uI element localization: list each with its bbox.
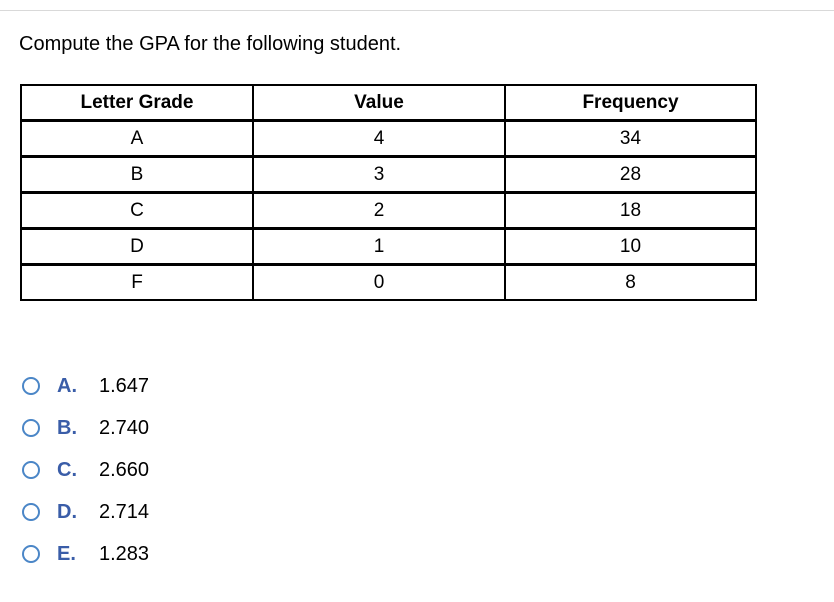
answer-options	[22, 365, 149, 575]
cell-letter-grade: B	[21, 157, 253, 193]
option-a[interactable]	[22, 365, 149, 407]
cell-letter-grade: C	[21, 193, 253, 229]
cell-letter-grade: A	[21, 121, 253, 157]
cell-value: 2	[253, 193, 505, 229]
option-value: 2.660	[99, 458, 150, 481]
table-header-row	[21, 85, 756, 121]
option-value: 1.647	[99, 374, 150, 397]
cell-value: 3	[253, 157, 505, 193]
cell-frequency: 8	[505, 265, 756, 301]
table-row	[21, 193, 756, 229]
option-letter: C.	[57, 458, 77, 481]
cell-value: 0	[253, 265, 505, 301]
option-value: 1.283	[99, 542, 150, 565]
table-row	[21, 157, 756, 193]
option-d[interactable]	[22, 491, 149, 533]
top-divider	[0, 10, 834, 11]
header-letter-grade: Letter Grade	[21, 85, 253, 121]
option-c[interactable]	[22, 449, 149, 491]
radio-button-b[interactable]	[22, 419, 40, 437]
option-e[interactable]	[22, 533, 149, 575]
radio-button-a[interactable]	[22, 377, 40, 395]
radio-button-c[interactable]	[22, 461, 40, 479]
cell-letter-grade: F	[21, 265, 253, 301]
question-text: Compute the GPA for the following student.	[19, 33, 402, 55]
grade-table	[20, 84, 757, 301]
table-row	[21, 265, 756, 301]
cell-value: 1	[253, 229, 505, 265]
radio-button-e[interactable]	[22, 545, 40, 563]
table-row	[21, 229, 756, 265]
radio-button-d[interactable]	[22, 503, 40, 521]
cell-letter-grade: D	[21, 229, 253, 265]
cell-frequency: 10	[505, 229, 756, 265]
cell-value: 4	[253, 121, 505, 157]
cell-frequency: 28	[505, 157, 756, 193]
header-value: Value	[253, 85, 505, 121]
option-letter: D.	[57, 500, 77, 523]
option-value: 2.714	[99, 500, 150, 523]
table-row	[21, 121, 756, 157]
cell-frequency: 18	[505, 193, 756, 229]
option-letter: B.	[57, 416, 77, 439]
option-letter: E.	[57, 542, 76, 565]
option-b[interactable]	[22, 407, 149, 449]
header-frequency: Frequency	[505, 85, 756, 121]
cell-frequency: 34	[505, 121, 756, 157]
option-letter: A.	[57, 374, 77, 397]
option-value: 2.740	[99, 416, 150, 439]
